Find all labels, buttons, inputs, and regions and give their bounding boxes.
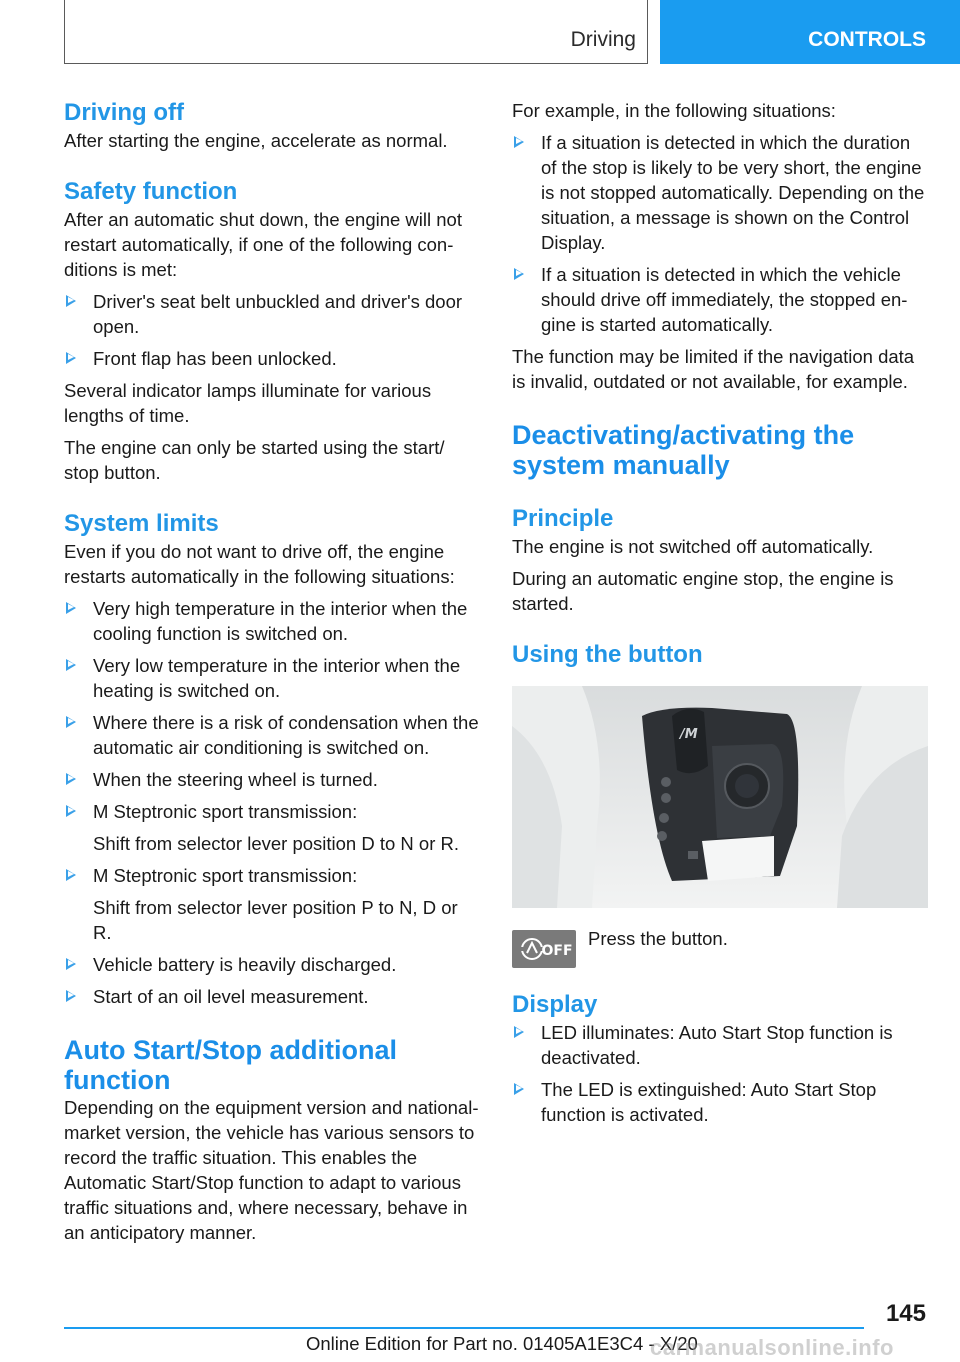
principle-text-2: During an automatic engine stop, the engine is started. xyxy=(512,568,894,614)
left-column xyxy=(64,98,480,1252)
right-column xyxy=(512,98,930,1134)
list-item: Very high temperature in the interior when the cooling function is switched on. xyxy=(64,596,480,646)
limits-list xyxy=(64,596,480,1009)
svg-text:/M: /M xyxy=(680,727,698,742)
limited-text: The function may be limited if the navigation data is invalid, outdated or not available, for example. xyxy=(512,346,915,392)
list-item: LED illuminates: Auto Start Stop function is deactivated. xyxy=(512,1020,930,1070)
driving-off-text: After starting the engine, accelerate as normal. xyxy=(64,130,448,151)
auto-start-stop-off-icon xyxy=(512,930,576,968)
chapter-label: CONTROLS xyxy=(808,28,926,51)
bullet-triangle-icon xyxy=(66,773,76,785)
list-item: If a situation is detected in which the vehicle should drive off immediately, the stopped engine is started automatically. xyxy=(512,262,930,337)
bullet-triangle-icon xyxy=(66,602,76,614)
situations-list xyxy=(512,130,930,337)
bullet-triangle-icon xyxy=(66,716,76,728)
heading-safety-function: Safety function xyxy=(64,178,238,205)
console-illustration xyxy=(512,686,928,908)
bullet-triangle-icon xyxy=(66,990,76,1002)
bullet-triangle-icon xyxy=(66,295,76,307)
watermark: carmanualsonline.info xyxy=(650,1335,894,1360)
bullet-triangle-icon xyxy=(66,805,76,817)
list-item-detail: Shift from selector lever position D to N or R. xyxy=(93,833,460,854)
off-label: OFF xyxy=(541,943,573,959)
header-frame xyxy=(64,0,648,64)
list-item: M Steptronic sport transmission: Shift from selector lever position P to N, D or R. xyxy=(64,863,480,945)
header-section-title: Driving xyxy=(570,28,636,51)
footer-divider xyxy=(64,1327,864,1329)
bullet-triangle-icon xyxy=(514,136,524,148)
safety-intro: After an automatic shut down, the engine will not restart automatically, if one of the following conditions is met: xyxy=(64,209,462,280)
bullet-triangle-icon xyxy=(514,268,524,280)
list-item: When the steering wheel is turned. xyxy=(64,767,480,792)
bullet-triangle-icon xyxy=(514,1083,524,1095)
heading-additional-function: Auto Start/Stop additional function xyxy=(64,1035,397,1095)
heading-deactivating: Deactivating/activating the system manually xyxy=(512,420,855,480)
list-item: Driver's seat belt unbuckled and driver's door open. xyxy=(64,289,480,339)
list-item: M Steptronic sport transmission: Shift from selector lever position D to N or R. xyxy=(64,799,480,856)
additional-text: Depending on the equipment version and national-market version, the vehicle has various sensors to record the traffic situation. This enables the Automatic Start/Stop function to adapt to various traffic situations and, where necessary, behave in an anticipatory manner. xyxy=(64,1097,479,1243)
limits-intro: Even if you do not want to drive off, the engine restarts automatically in the following situations: xyxy=(64,541,455,587)
auto-start-stop-button[interactable] xyxy=(512,930,576,968)
bullet-triangle-icon xyxy=(66,659,76,671)
header-chapter-tab[interactable] xyxy=(660,0,960,64)
display-list xyxy=(512,1020,930,1127)
footer-edition: Online Edition for Part no. 01405A1E3C4 - X/20 xyxy=(306,1333,698,1354)
button-instruction xyxy=(512,926,930,990)
list-item: Vehicle battery is heavily discharged. xyxy=(64,952,480,977)
center-console-photo xyxy=(512,686,928,908)
safety-list xyxy=(64,289,480,371)
list-item: Very low temperature in the interior when the heating is switched on. xyxy=(64,653,480,703)
list-item: If a situation is detected in which the duration of the stop is likely to be very short, the engine is not stopped automatically. Depending on the situation, a message is shown on the Control Display. xyxy=(512,130,930,255)
list-item: The LED is extinguished: Auto Start Stop function is activated. xyxy=(512,1077,930,1127)
list-item-detail: Shift from selector lever position P to N, D or R. xyxy=(93,897,458,943)
bullet-triangle-icon xyxy=(66,958,76,970)
heading-system-limits: System limits xyxy=(64,510,219,537)
bullet-triangle-icon xyxy=(514,1026,524,1038)
heading-using-button: Using the button xyxy=(512,641,703,668)
list-item: Start of an oil level measurement. xyxy=(64,984,480,1009)
press-button-text: Press the button. xyxy=(588,928,728,949)
list-item: Front flap has been unlocked. xyxy=(64,346,480,371)
situations-intro: For example, in the following situations: xyxy=(512,100,836,121)
safety-text-2: The engine can only be started using the start/ stop button. xyxy=(64,437,445,483)
list-item: Where there is a risk of condensation when the automatic air conditioning is switched on. xyxy=(64,710,480,760)
safety-text-1: Several indicator lamps illuminate for various lengths of time. xyxy=(64,380,432,426)
bullet-triangle-icon xyxy=(66,869,76,881)
page-number: 145 xyxy=(885,1300,926,1327)
bullet-triangle-icon xyxy=(66,352,76,364)
principle-text-1: The engine is not switched off automatically. xyxy=(512,536,874,557)
heading-principle: Principle xyxy=(512,505,614,532)
heading-driving-off: Driving off xyxy=(64,99,184,126)
heading-display: Display xyxy=(512,991,598,1018)
